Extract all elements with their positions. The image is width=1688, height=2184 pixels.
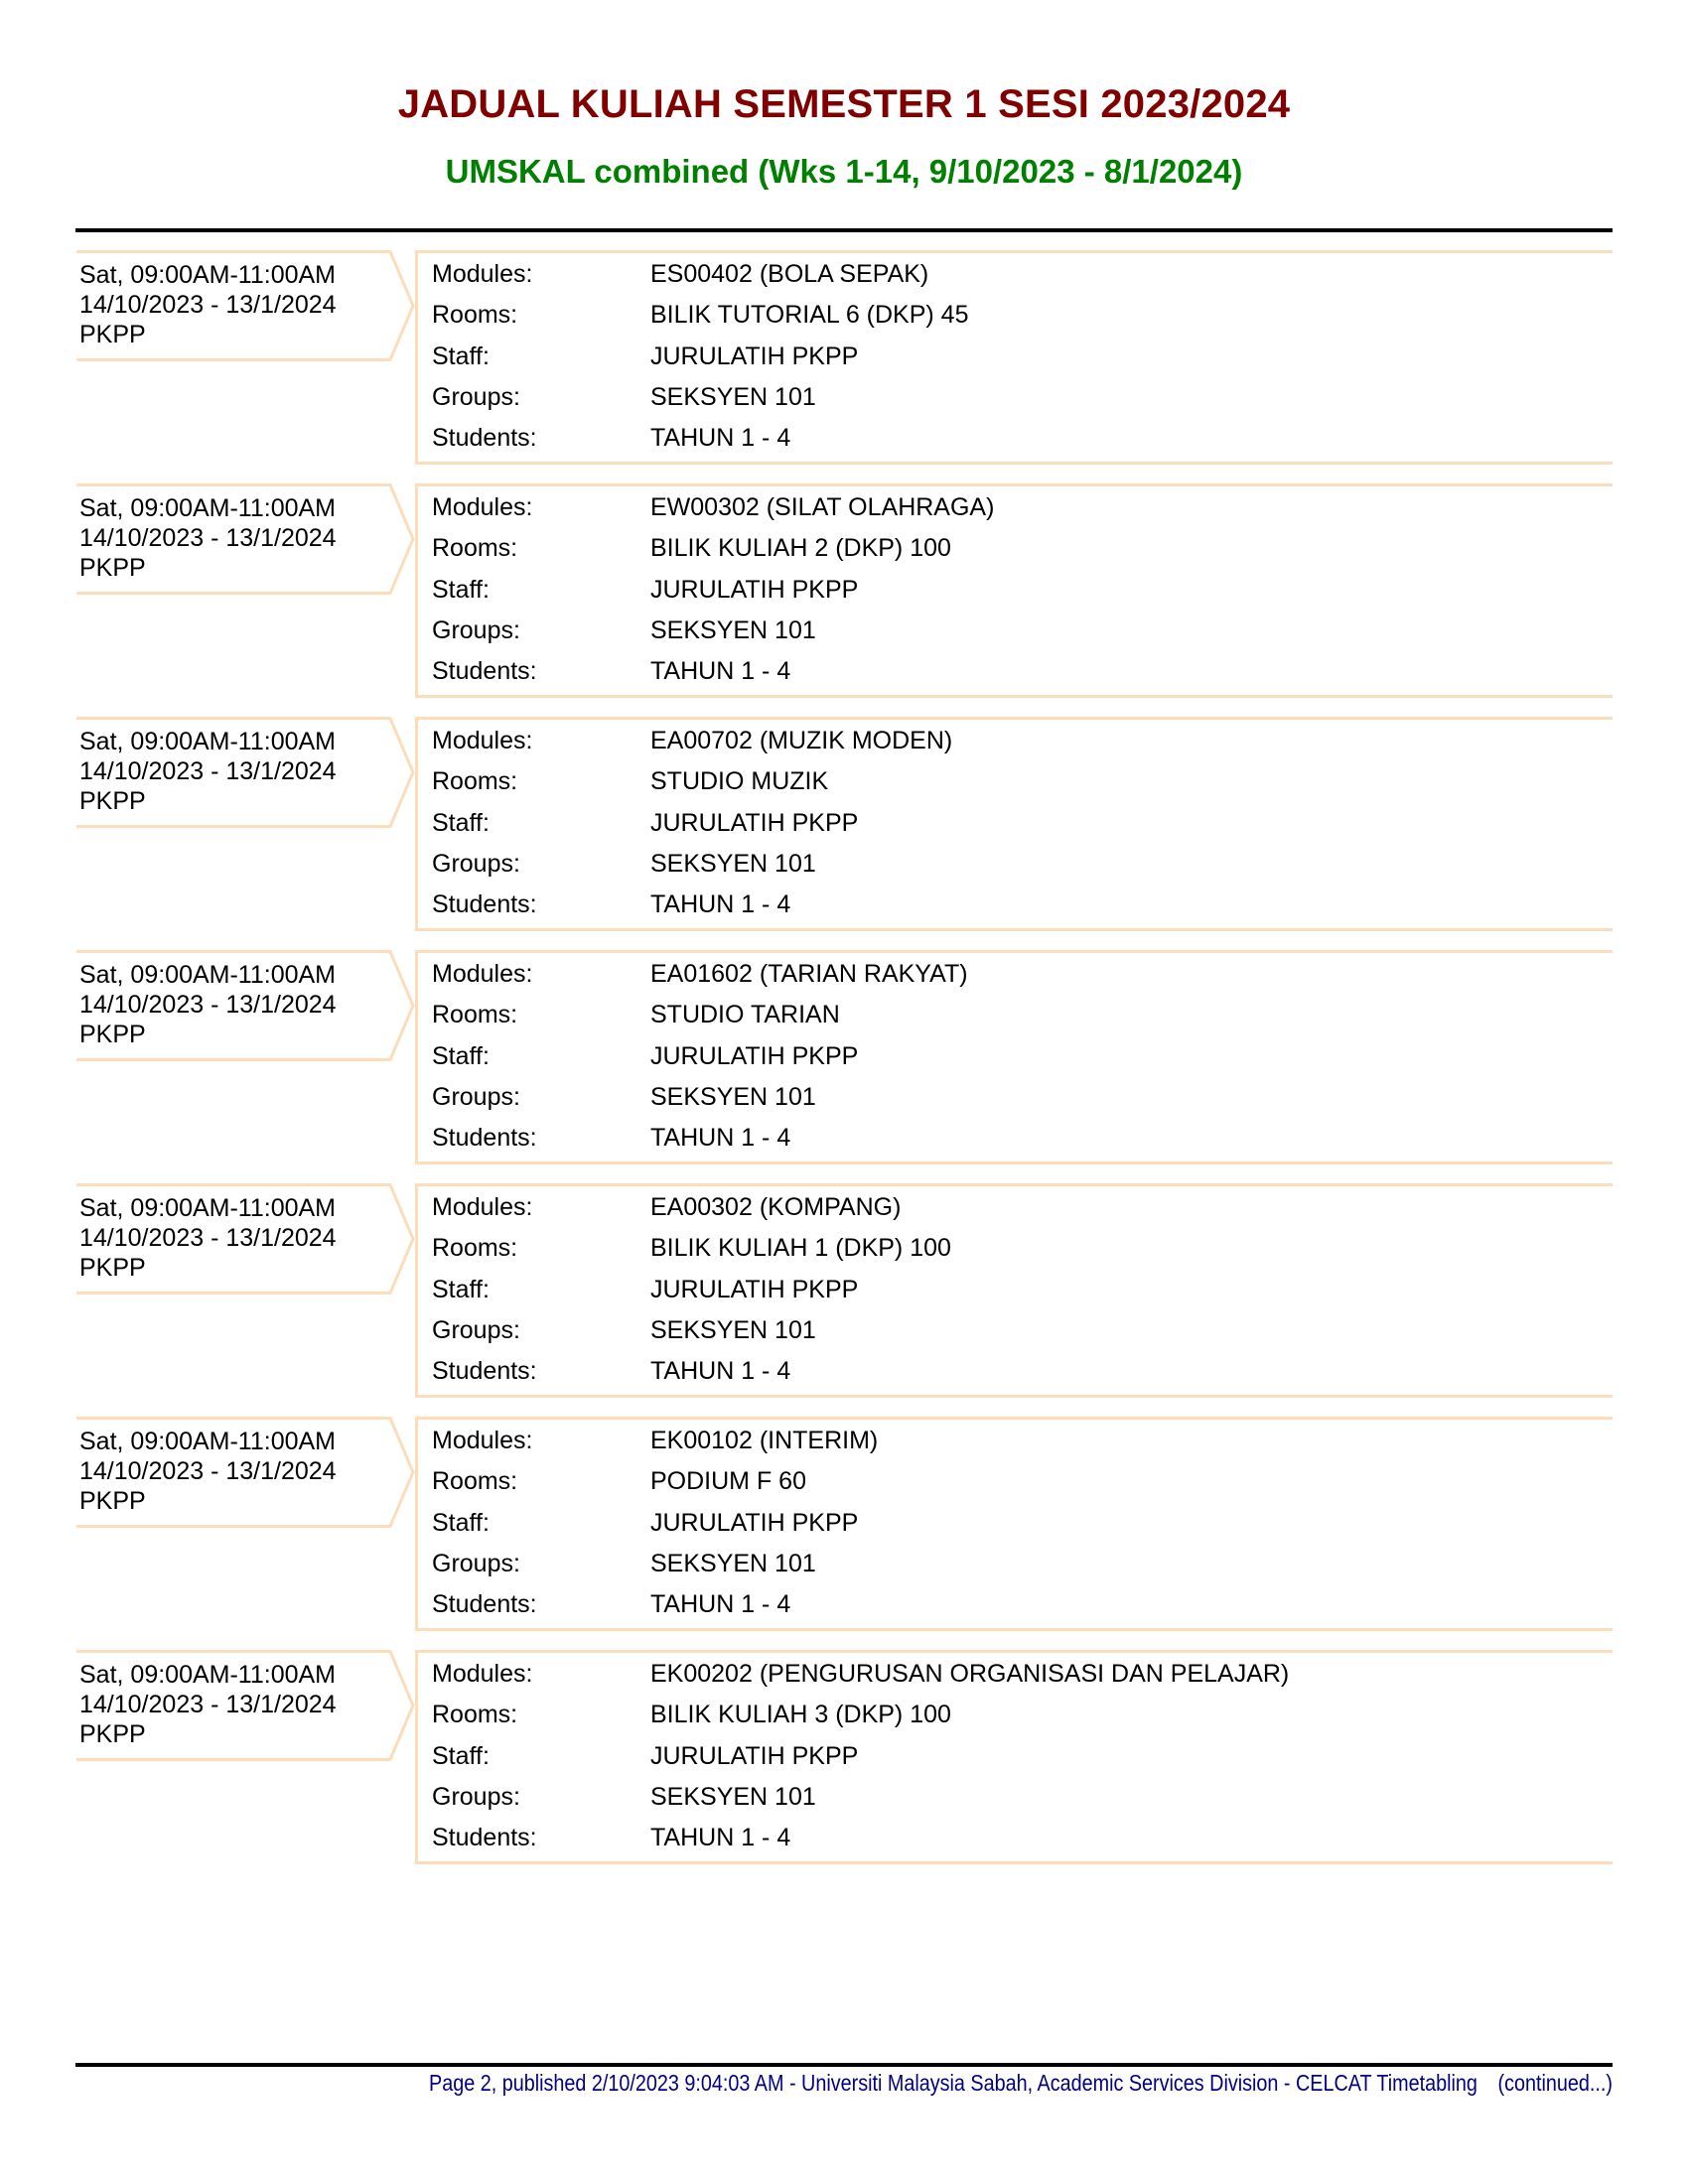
- detail-label: Groups:: [432, 1549, 520, 1577]
- page-title: JADUAL KULIAH SEMESTER 1 SESI 2023/2024: [397, 82, 1291, 126]
- detail-value: BILIK TUTORIAL 6 (DKP) 45: [650, 301, 969, 330]
- detail-value: SEKSYEN 101: [650, 1782, 816, 1811]
- entry-details: [432, 254, 1604, 459]
- detail-row-groups: [432, 377, 1604, 418]
- detail-row-modules: [432, 721, 1604, 761]
- detail-row-students: [432, 1118, 1604, 1159]
- entry-details: [432, 1421, 1604, 1625]
- detail-value: JURULATIH PKPP: [650, 341, 859, 370]
- entry-date-range: 14/10/2023 - 13/1/2024: [79, 1691, 337, 1718]
- detail-row-rooms: [432, 761, 1604, 802]
- entry-details: [432, 721, 1604, 925]
- detail-label: Modules:: [432, 493, 533, 521]
- detail-row-students: [432, 651, 1604, 692]
- detail-row-modules: [432, 487, 1604, 528]
- detail-value: JURULATIH PKPP: [650, 1508, 859, 1537]
- entry-department: PKPP: [79, 321, 146, 348]
- detail-label: Modules:: [432, 1427, 533, 1454]
- timetable-entry: [0, 1183, 1688, 1398]
- footer-text: Page 2, published 2/10/2023 9:04:03 AM - Universiti Malaysia Sabah, Academic Services Division - CELCAT Timetabling: [429, 2070, 1477, 2096]
- detail-value: TAHUN 1 - 4: [650, 1824, 791, 1852]
- entry-details: [432, 1187, 1604, 1392]
- entry-time: Sat, 09:00AM-11:00AM: [79, 1661, 337, 1689]
- entry-date-range: 14/10/2023 - 13/1/2024: [79, 524, 337, 552]
- detail-label: Rooms:: [432, 1234, 518, 1263]
- detail-value: BILIK KULIAH 2 (DKP) 100: [650, 534, 951, 563]
- detail-row-rooms: [432, 295, 1604, 336]
- detail-label: Staff:: [432, 575, 490, 604]
- detail-row-groups: [432, 844, 1604, 885]
- detail-value: SEKSYEN 101: [650, 615, 816, 644]
- detail-value: SEKSYEN 101: [650, 1315, 816, 1344]
- entry-time: Sat, 09:00AM-11:00AM: [79, 728, 337, 755]
- detail-value: JURULATIH PKPP: [650, 1041, 859, 1070]
- timetable-entry: [0, 950, 1688, 1164]
- detail-row-staff: [432, 1036, 1604, 1077]
- detail-value: BILIK KULIAH 1 (DKP) 100: [650, 1234, 951, 1263]
- detail-value: EA00302 (KOMPANG): [650, 1193, 902, 1221]
- detail-row-staff: [432, 337, 1604, 377]
- detail-label: Rooms:: [432, 767, 518, 796]
- detail-row-students: [432, 1351, 1604, 1392]
- entry-schedule: [79, 727, 387, 816]
- entry-schedule: [79, 260, 387, 349]
- detail-row-students: [432, 1584, 1604, 1625]
- detail-row-groups: [432, 611, 1604, 651]
- detail-row-staff: [432, 803, 1604, 844]
- timetable-entry: [0, 1650, 1688, 1864]
- header-divider: [75, 228, 1613, 232]
- detail-value: EK00202 (PENGURUSAN ORGANISASI DAN PELAJAR): [650, 1660, 1290, 1688]
- detail-value: EW00302 (SILAT OLAHRAGA): [650, 493, 995, 521]
- detail-row-modules: [432, 1421, 1604, 1461]
- detail-label: Groups:: [432, 1315, 520, 1344]
- detail-value: JURULATIH PKPP: [650, 808, 859, 837]
- detail-label: Groups:: [432, 382, 520, 411]
- detail-label: Staff:: [432, 1275, 490, 1303]
- detail-row-rooms: [432, 528, 1604, 569]
- detail-label: Students:: [432, 1357, 537, 1386]
- detail-value: BILIK KULIAH 3 (DKP) 100: [650, 1701, 951, 1729]
- page-footer: [429, 2068, 1613, 2098]
- detail-row-groups: [432, 1544, 1604, 1584]
- entry-date-range: 14/10/2023 - 13/1/2024: [79, 757, 337, 785]
- detail-value: JURULATIH PKPP: [650, 1275, 859, 1303]
- timetable-entry: [0, 1417, 1688, 1631]
- timetable-entry: [0, 250, 1688, 465]
- detail-row-modules: [432, 954, 1604, 995]
- detail-label: Modules:: [432, 260, 533, 288]
- detail-label: Students:: [432, 1590, 537, 1619]
- entry-schedule: [79, 960, 387, 1049]
- detail-row-groups: [432, 1777, 1604, 1818]
- entry-time: Sat, 09:00AM-11:00AM: [79, 261, 337, 289]
- detail-value: SEKSYEN 101: [650, 1082, 816, 1111]
- detail-value: STUDIO MUZIK: [650, 767, 829, 796]
- entry-date-range: 14/10/2023 - 13/1/2024: [79, 991, 337, 1019]
- detail-value: TAHUN 1 - 4: [650, 890, 791, 919]
- detail-row-rooms: [432, 995, 1604, 1035]
- entry-department: PKPP: [79, 1254, 146, 1282]
- detail-label: Modules:: [432, 727, 533, 754]
- detail-label: Groups:: [432, 615, 520, 644]
- entry-department: PKPP: [79, 787, 146, 815]
- detail-label: Students:: [432, 890, 537, 919]
- detail-label: Staff:: [432, 341, 490, 370]
- entry-department: PKPP: [79, 1720, 146, 1748]
- detail-row-rooms: [432, 1228, 1604, 1269]
- entry-schedule: [79, 1193, 387, 1283]
- entry-schedule: [79, 493, 387, 583]
- detail-label: Students:: [432, 424, 537, 453]
- detail-label: Rooms:: [432, 1701, 518, 1729]
- detail-label: Staff:: [432, 808, 490, 837]
- detail-label: Staff:: [432, 1508, 490, 1537]
- detail-label: Students:: [432, 1824, 537, 1852]
- detail-value: SEKSYEN 101: [650, 1549, 816, 1577]
- detail-label: Students:: [432, 657, 537, 686]
- entry-time: Sat, 09:00AM-11:00AM: [79, 494, 337, 522]
- entry-date-range: 14/10/2023 - 13/1/2024: [79, 291, 337, 319]
- detail-value: JURULATIH PKPP: [650, 1741, 859, 1770]
- entry-details: [432, 954, 1604, 1159]
- detail-value: TAHUN 1 - 4: [650, 1357, 791, 1386]
- entry-details: [432, 1654, 1604, 1858]
- detail-label: Rooms:: [432, 1001, 518, 1029]
- detail-label: Staff:: [432, 1741, 490, 1770]
- entry-time: Sat, 09:00AM-11:00AM: [79, 961, 337, 989]
- detail-value: JURULATIH PKPP: [650, 575, 859, 604]
- entry-department: PKPP: [79, 554, 146, 582]
- detail-label: Rooms:: [432, 301, 518, 330]
- timetable-entry: [0, 717, 1688, 931]
- detail-label: Modules:: [432, 960, 533, 988]
- detail-value: STUDIO TARIAN: [650, 1001, 840, 1029]
- detail-row-students: [432, 1818, 1604, 1858]
- detail-row-staff: [432, 570, 1604, 611]
- detail-value: PODIUM F 60: [650, 1467, 806, 1496]
- detail-label: Groups:: [432, 1782, 520, 1811]
- entry-time: Sat, 09:00AM-11:00AM: [79, 1428, 337, 1455]
- detail-row-rooms: [432, 1461, 1604, 1502]
- entry-date-range: 14/10/2023 - 13/1/2024: [79, 1224, 337, 1252]
- detail-label: Groups:: [432, 1082, 520, 1111]
- detail-row-modules: [432, 254, 1604, 295]
- entry-department: PKPP: [79, 1487, 146, 1515]
- detail-value: ES00402 (BOLA SEPAK): [650, 260, 929, 288]
- entry-time: Sat, 09:00AM-11:00AM: [79, 1194, 337, 1222]
- detail-label: Staff:: [432, 1041, 490, 1070]
- detail-row-staff: [432, 1736, 1604, 1777]
- detail-row-staff: [432, 1270, 1604, 1310]
- footer-divider: [75, 2063, 1613, 2067]
- entry-date-range: 14/10/2023 - 13/1/2024: [79, 1457, 337, 1485]
- entry-schedule: [79, 1427, 387, 1516]
- detail-label: Modules:: [432, 1660, 533, 1688]
- detail-row-modules: [432, 1654, 1604, 1695]
- detail-row-students: [432, 418, 1604, 459]
- detail-value: EA00702 (MUZIK MODEN): [650, 727, 953, 754]
- detail-label: Rooms:: [432, 534, 518, 563]
- detail-row-groups: [432, 1077, 1604, 1118]
- detail-value: TAHUN 1 - 4: [650, 657, 791, 686]
- detail-value: EA01602 (TARIAN RAKYAT): [650, 960, 968, 988]
- detail-value: SEKSYEN 101: [650, 849, 816, 878]
- timetable-entry: [0, 483, 1688, 698]
- detail-value: EK00102 (INTERIM): [650, 1427, 879, 1454]
- detail-value: TAHUN 1 - 4: [650, 424, 791, 453]
- detail-label: Rooms:: [432, 1467, 518, 1496]
- page-subtitle: UMSKAL combined (Wks 1-14, 9/10/2023 - 8/1/2024): [445, 153, 1243, 190]
- detail-row-staff: [432, 1503, 1604, 1544]
- continued-note: (continued...): [1497, 2070, 1613, 2096]
- detail-label: Groups:: [432, 849, 520, 878]
- detail-label: Students:: [432, 1124, 537, 1153]
- entry-department: PKPP: [79, 1021, 146, 1048]
- detail-value: TAHUN 1 - 4: [650, 1590, 791, 1619]
- entry-schedule: [79, 1660, 387, 1749]
- detail-row-modules: [432, 1187, 1604, 1228]
- detail-value: TAHUN 1 - 4: [650, 1124, 791, 1153]
- entry-details: [432, 487, 1604, 692]
- detail-label: Modules:: [432, 1193, 533, 1221]
- detail-value: SEKSYEN 101: [650, 382, 816, 411]
- detail-row-groups: [432, 1310, 1604, 1351]
- detail-row-students: [432, 885, 1604, 925]
- detail-row-rooms: [432, 1695, 1604, 1735]
